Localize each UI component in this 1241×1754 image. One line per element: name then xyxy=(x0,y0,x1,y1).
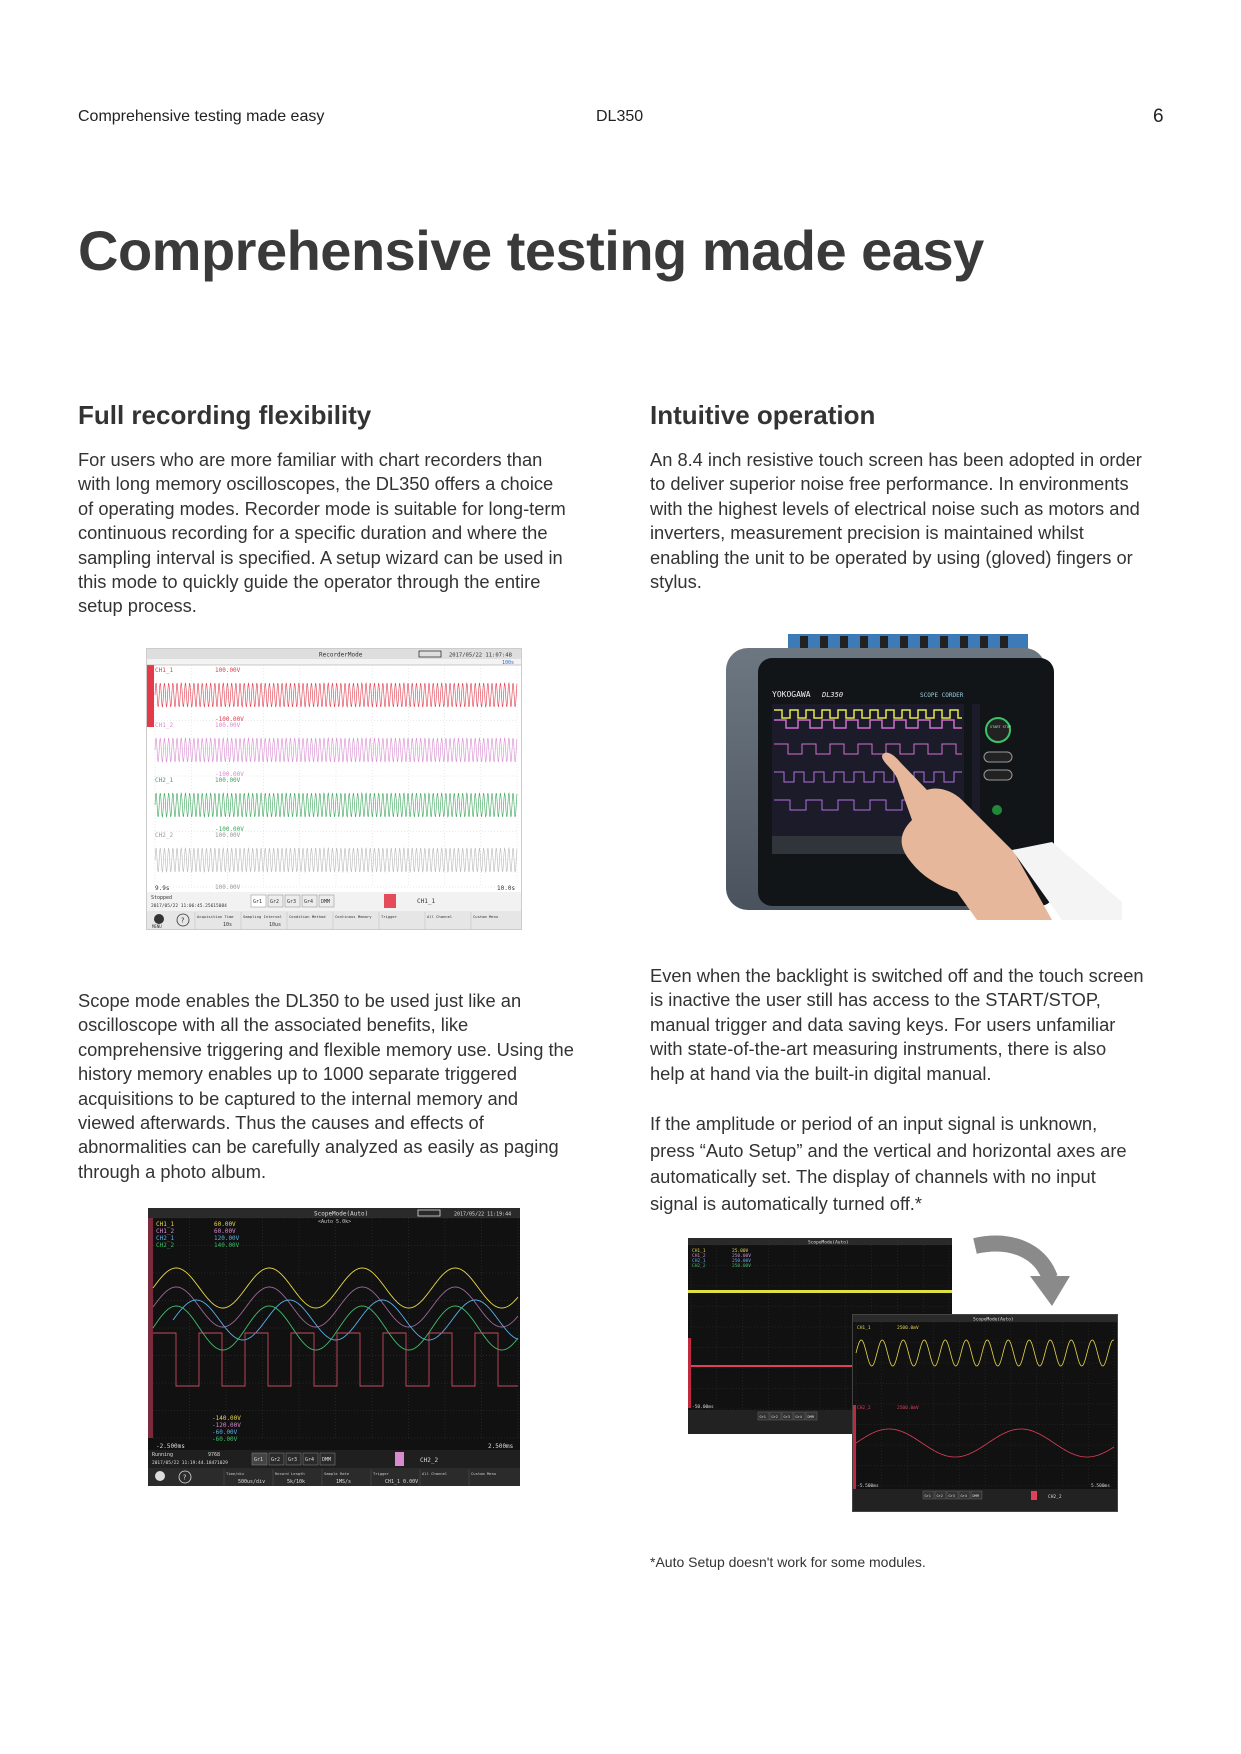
auto-setup-after-screenshot xyxy=(852,1314,1118,1512)
backlight-paragraph: Even when the backlight is switched off and the touch screen is inactive the user still has access to the START/STOP, manual trigger and data saving keys. For users unfamiliar with state-of-the-art measuring instruments, there is also help at hand via the built-in digital manual. xyxy=(650,965,1144,1084)
rec-group-tab: Gr3 xyxy=(287,899,297,905)
auto-setup-footnote: *Auto Setup doesn't work for some modules. xyxy=(650,1554,926,1570)
scope-bottom-scale-1: -140.00V xyxy=(212,1415,241,1422)
device-model: DL350 xyxy=(822,691,844,699)
after-selected-channel: CH2_2 xyxy=(1048,1495,1062,1500)
scope-status: Running xyxy=(152,1452,174,1458)
scope-datetime: 2017/05/22 11:19:44 xyxy=(454,1211,512,1218)
rec-ch1-scale: 100.00V xyxy=(215,667,241,674)
rec-status-time: 2017/05/22 11:06:45.25615084 xyxy=(151,904,227,909)
scope-sub-title: <Auto 5.0k> xyxy=(318,1219,352,1225)
auto-group-tab: Gr4 xyxy=(960,1494,967,1498)
recorder-time-div: 100s xyxy=(502,660,515,666)
rec-ch3-scale: 100.00V xyxy=(215,777,241,784)
after-scale-1: 2500.0mV xyxy=(897,1326,919,1331)
scope-menu-label: Record Length xyxy=(275,1471,305,1476)
rec-time-right: 10.0s xyxy=(497,885,516,892)
scope-ch1-scale: 60.00V xyxy=(214,1221,236,1228)
rec-status: Stopped xyxy=(151,895,173,901)
rec-menu-label: All Channel xyxy=(427,914,453,919)
rec-time-left: 9.9s xyxy=(155,885,170,892)
rec-ch2-scale: 100.00V xyxy=(215,722,241,729)
auto-group-tab: Gr2 xyxy=(936,1494,943,1498)
scope-mode-screenshot xyxy=(148,1208,520,1486)
rec-menu-label: Condition Method xyxy=(289,914,326,919)
scope-status-time: 2017/05/22 11:19:44.18471029 xyxy=(152,1461,228,1466)
scope-ch3-scale: 120.00V xyxy=(214,1235,240,1242)
auto-group-tab: Gr3 xyxy=(948,1494,955,1498)
rec-menu-value: 10us xyxy=(269,922,282,928)
rec-menu-value: 10s xyxy=(223,922,233,928)
recorder-datetime: 2017/05/22 11:07:48 xyxy=(449,652,512,659)
scope-bottom-scale-3: -60.00V xyxy=(212,1429,238,1436)
auto-group-tab: Gr4 xyxy=(795,1415,802,1419)
rec-menu-label: Custom Menu xyxy=(473,914,499,919)
scope-group-tab: DMM xyxy=(322,1457,332,1463)
rec-menu-label: MENU xyxy=(152,924,162,929)
after-time-left: -5.500ms xyxy=(857,1484,879,1489)
before-time-left: -50.00ms xyxy=(692,1405,714,1410)
scope-group-tab: Gr4 xyxy=(305,1457,315,1463)
scope-group-tab: Gr1 xyxy=(254,1457,264,1463)
scope-screen-graphic xyxy=(148,1208,520,1486)
rec-ch4-label: CH2_2 xyxy=(155,832,174,839)
before-label-2: CH1_2 xyxy=(692,1254,706,1259)
rec-group-tab: DMM xyxy=(321,899,331,905)
rec-menu-label: Continous Memory xyxy=(335,914,372,919)
recorder-screen-graphic xyxy=(147,649,521,929)
section-heading-operation: Intuitive operation xyxy=(650,400,876,430)
auto-group-tab: DMM xyxy=(807,1415,814,1419)
auto-group-tab: Gr1 xyxy=(924,1494,931,1498)
recording-paragraph: For users who are more familiar with chart recorders than with long memory oscilloscopes, the DL350 offers a choice of operating modes. Recorder mode is suitable for long-term continuous recording for a specific duration and where the sampling interval is specified. A setup wizard can be used in this mode to quickly guide the operator through the entire setup process. xyxy=(78,449,566,617)
scope-menu-label: All Channel xyxy=(422,1471,448,1476)
scope-status-count: 9768 xyxy=(208,1452,221,1458)
rec-ch2-label: CH1_2 xyxy=(155,722,174,729)
scope-menu-value: CH1_1 0.00V xyxy=(385,1479,419,1485)
rec-menu-label: Sampling Interval xyxy=(243,914,282,919)
scope-ch4-scale: 140.00V xyxy=(214,1242,240,1249)
before-scale-1: 25.00V xyxy=(732,1249,749,1254)
section-heading-recording: Full recording flexibility xyxy=(78,400,372,430)
operation-paragraph: An 8.4 inch resistive touch screen has been adopted in order to deliver superior noise free performance. In environments with the highest levels of electrical noise such as motors and inverters, measurement precision is maintained whilst enabling the unit to be operated by using (gloved) fingers or stylus. xyxy=(650,449,1142,593)
after-time-right: 5.500ms xyxy=(1091,1484,1110,1489)
rec-ch4-scale: 100.00V xyxy=(215,832,241,839)
after-mode-title: ScopeMode(Auto) xyxy=(973,1317,1014,1323)
auto-group-tab: Gr3 xyxy=(783,1415,790,1419)
rec-ch2-scale-bottom: -100.00V xyxy=(215,771,244,778)
after-label-1: CH1_1 xyxy=(857,1326,871,1331)
auto-group-tab: DMM xyxy=(972,1494,979,1498)
scope-time-left: -2.500ms xyxy=(156,1443,185,1450)
rec-selected-channel: CH1_1 xyxy=(417,898,436,905)
scope-ch2-label: CH1_2 xyxy=(156,1228,175,1235)
before-mode-title: ScopeMode(Auto) xyxy=(808,1240,849,1246)
page-title: Comprehensive testing made easy xyxy=(78,219,984,282)
page-number: 6 xyxy=(1153,106,1164,127)
scope-mode-title: ScopeMode(Auto) xyxy=(314,1210,369,1218)
rec-ch4-scale-bottom: 100.00V xyxy=(215,884,241,891)
rec-ch3-scale-bottom: -100.00V xyxy=(215,826,244,833)
scope-group-tab: Gr2 xyxy=(271,1457,281,1463)
recorder-mode-title: RecorderMode xyxy=(319,651,363,659)
scope-ch2-scale: 60.00V xyxy=(214,1228,236,1235)
scope-bottom-scale-4: -60.00V xyxy=(212,1436,238,1443)
start-stop-key: START STOP xyxy=(990,725,1012,729)
transition-arrow-icon xyxy=(970,1228,1080,1310)
scope-menu-label: Time/div xyxy=(226,1471,245,1476)
scope-bottom-scale-2: -120.00V xyxy=(212,1422,241,1429)
after-scale-2: 2500.0mV xyxy=(897,1406,919,1411)
recorder-mode-screenshot xyxy=(146,648,522,930)
before-scale-3: 250.00V xyxy=(732,1259,751,1264)
auto-setup-paragraph: If the amplitude or period of an input signal is unknown, press “Auto Setup” and the vertical and horizontal axes are automatically set. The display of channels with no input signal is automatically turned off.* xyxy=(650,1113,1127,1214)
scope-selected-channel: CH2_2 xyxy=(420,1457,439,1464)
before-label-4: CH2_2 xyxy=(692,1264,706,1269)
after-label-2: CH2_2 xyxy=(857,1406,871,1411)
auto-group-tab: Gr2 xyxy=(771,1415,778,1419)
scope-ch4-label: CH2_2 xyxy=(156,1242,175,1249)
rec-menu-label: Trigger xyxy=(381,914,398,919)
before-label-3: CH2_1 xyxy=(692,1259,706,1264)
running-header-product: DL350 xyxy=(596,108,644,125)
device-brand: YOKOGAWA xyxy=(772,690,811,699)
scope-menu-value: 5k/10k xyxy=(287,1479,306,1485)
scope-menu-label: Sample Rate xyxy=(324,1471,350,1476)
rec-ch3-label: CH2_1 xyxy=(155,777,174,784)
scope-menu-label: Trigger xyxy=(373,1471,390,1476)
device-badge: SCOPE CORDER xyxy=(920,692,964,699)
scope-group-tab: Gr3 xyxy=(288,1457,298,1463)
recorder-trace-3 xyxy=(155,793,517,817)
rec-group-tab: Gr2 xyxy=(270,899,280,905)
scope-menu-value: 1MS/s xyxy=(336,1479,352,1485)
rec-ch1-label: CH1_1 xyxy=(155,667,174,674)
svg-text:?: ? xyxy=(180,916,185,925)
rec-group-tab: Gr1 xyxy=(253,899,263,905)
scope-time-right: 2.500ms xyxy=(488,1443,514,1450)
svg-text:?: ? xyxy=(182,1473,187,1482)
before-scale-4: 250.00V xyxy=(732,1264,751,1269)
scope-menu-label: Custom Menu xyxy=(471,1471,497,1476)
before-label-1: CH1_1 xyxy=(692,1249,706,1254)
dl350-device-photo xyxy=(722,622,1122,920)
rec-menu-label: Acquisition Time xyxy=(197,914,234,919)
scope-menu-value: 500us/div xyxy=(238,1479,266,1485)
scope-ch1-label: CH1_1 xyxy=(156,1221,175,1228)
scope-ch3-label: CH2_1 xyxy=(156,1235,175,1242)
running-header-title: Comprehensive testing made easy xyxy=(78,108,325,125)
scope-mode-paragraph: Scope mode enables the DL350 to be used just like an oscilloscope with all the associated benefits, like comprehensive triggering and flexible memory use. Using the history memory enables up to 1000 separate triggered acquisitions to be captured to the internal memory and viewed afterwards. Thus the causes and effects of abnormalities can be carefully analyzed as easily as paging through a photo album. xyxy=(78,990,574,1182)
rec-ch1-scale-bottom: -100.00V xyxy=(215,716,244,723)
before-scale-2: 250.00V xyxy=(732,1254,751,1259)
rec-group-tab: Gr4 xyxy=(304,899,314,905)
auto-group-tab: Gr1 xyxy=(759,1415,766,1419)
